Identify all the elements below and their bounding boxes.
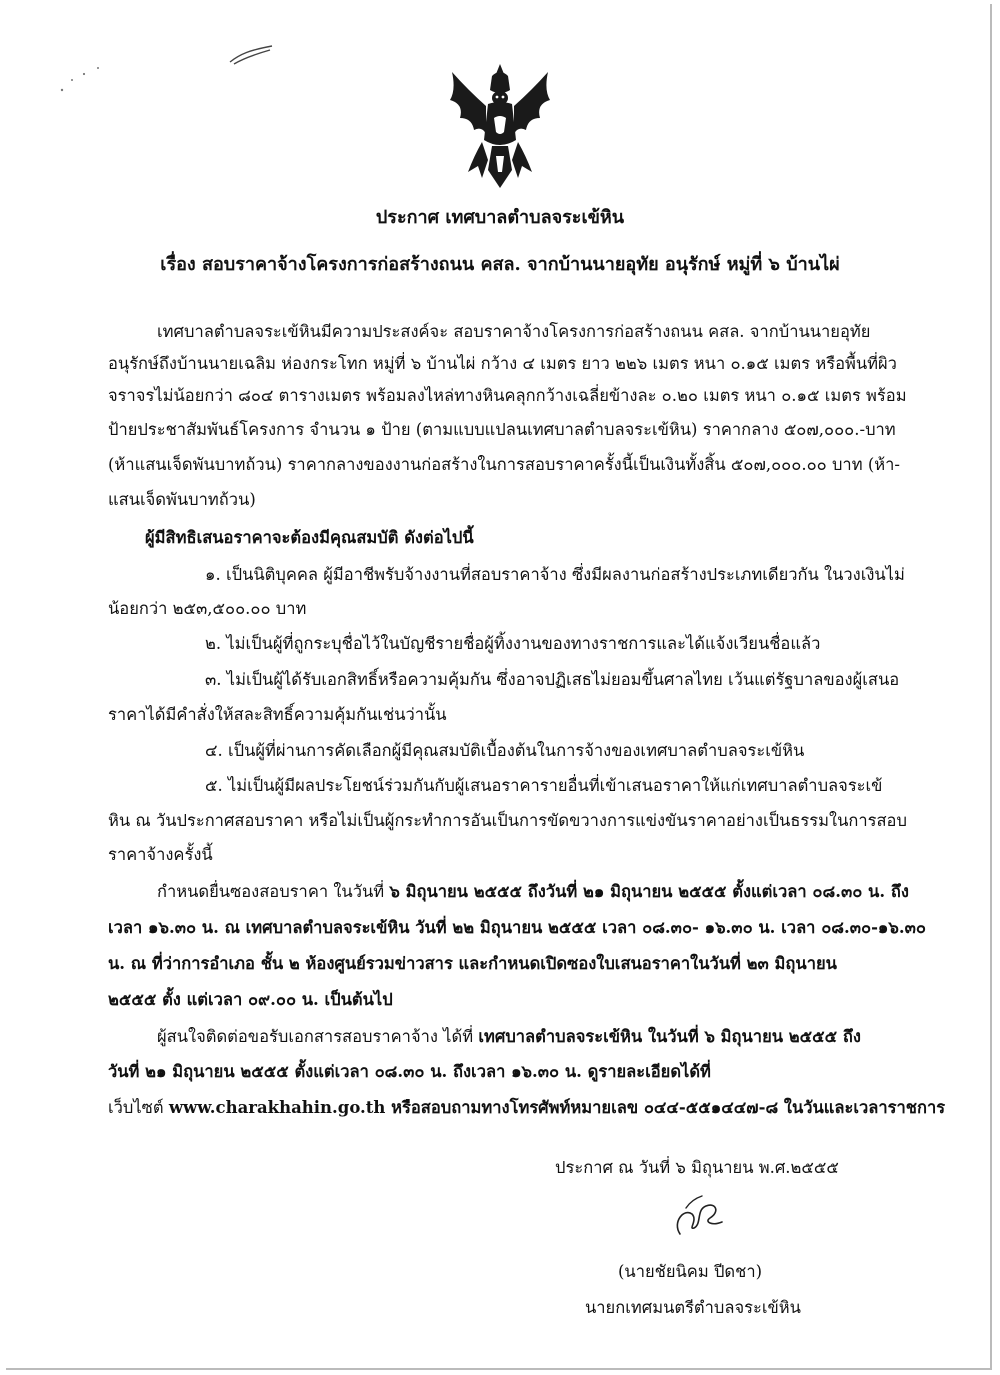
intro-line: จราจรไม่น้อยกว่า ๘๐๔ ตารางเมตร พร้อมลงไหล่ทางหินคลุกกว้างเฉลี่ยข้างละ ๐.๒๐ เมตร หนา ๐.๑๕ เมตร พร้อม <box>108 386 907 405</box>
intro-line: ป้ายประชาสัมพันธ์โครงการ จำนวน ๑ ป้าย (ตามแบบแปลนเทศบาลตำบลจระเข้หิน) ราคากลาง ๕๐๗,๐๐๐.-บาท <box>108 420 896 439</box>
announcement-date: ประกาศ ณ วันที่ ๖ มิถุนายน พ.ศ.๒๕๕๕ <box>555 1158 839 1177</box>
qualification-line: ๑. เป็นนิติบุคคล ผู้มีอาชีพรับจ้างงานที่สอบราคาจ้าง ซึ่งมีผลงานก่อสร้างประเภทเดียวกัน ในวงเงินไม่ <box>205 565 905 584</box>
qualifications-heading: ผู้มีสิทธิเสนอราคาจะต้องมีคุณสมบัติ ดังต่อไปนี้ <box>145 528 474 547</box>
qualification-line: ๔. เป็นผู้ที่ผ่านการคัดเลือกผู้มีคุณสมบัติเบื้องต้นในการจ้างของเทศบาลตำบลจระเข้หิน <box>205 741 805 760</box>
schedule-text-bold: ๖ มิถุนายน ๒๕๕๕ ถึงวันที่ ๒๑ มิถุนายน ๒๕๕๕ ตั้งแต่เวลา ๐๘.๓๐ น. ถึง <box>389 882 909 901</box>
contact-text-bold: เทศบาลตำบลจระเข้หิน ในวันที่ ๖ มิถุนายน ๒๕๕๕ ถึง <box>478 1027 861 1046</box>
contact-line <box>157 1027 861 1047</box>
qualification-line: ราคาจ้างครั้งนี้ <box>108 845 213 864</box>
qualification-line: หิน ณ วันประกาศสอบราคา หรือไม่เป็นผู้กระทำการอันเป็นการขัดขวางการแข่งขันราคาอย่างเป็นธรรมในการสอบ <box>108 811 907 830</box>
contact-line <box>108 1098 945 1118</box>
intro-line: อนุรักษ์ถึงบ้านนายเฉลิม ห่องกระโทก หมู่ที่ ๖ บ้านไผ่ กว้าง ๔ เมตร ยาว ๒๒๖ เมตร หนา ๐.๑๕ เมตร หรือพื้นที่ผิว <box>108 354 897 373</box>
contact-text: เว็บไซต์ <box>108 1098 169 1117</box>
scan-speckles <box>58 62 108 98</box>
garuda-emblem <box>438 60 562 192</box>
schedule-text: กำหนดยื่นซองสอบราคา ในวันที่ <box>157 882 390 901</box>
qualification-line: ๕. ไม่เป็นผู้มีผลประโยชน์ร่วมกันกับผู้เสนอราคารายอื่นที่เข้าเสนอราคาให้แก่เทศบาลตำบลจระเข้ <box>205 776 883 795</box>
schedule-line: น. ณ ที่ว่าการอำเภอ ชั้น ๒ ห้องศูนย์รวมข่าวสาร และกำหนดเปิดซองใบเสนอราคาในวันที่ ๒๓ มิถุนายน <box>108 954 837 973</box>
document-title: ประกาศ เทศบาลตำบลจระเข้หิน <box>375 207 625 228</box>
schedule-line <box>157 882 909 902</box>
intro-line: แสนเจ็ดพันบาทถ้วน) <box>108 490 256 509</box>
document-subject: เรื่อง สอบราคาจ้างโครงการก่อสร้างถนน คสล. จากบ้านนายอุทัย อนุรักษ์ หมู่ที่ ๖ บ้านไผ่ <box>160 254 840 275</box>
signatory-title: นายกเทศมนตรีตำบลจระเข้หิน <box>585 1298 801 1317</box>
qualification-line: ราคาได้มีคำสั่งให้สละสิทธิ์ความคุ้มกันเช่นว่านั้น <box>108 705 447 724</box>
intro-line: เทศบาลตำบลจระเข้หินมีความประสงค์จะ สอบราคาจ้างโครงการก่อสร้างถนน คสล. จากบ้านนายอุทัย <box>157 322 871 341</box>
pen-mark <box>228 44 274 66</box>
intro-line: (ห้าแสนเจ็ดพันบาทถ้วน) ราคากลางของงานก่อสร้างในการสอบราคาครั้งนี้เป็นเงินทั้งสิ้น ๕๐๗,๐๐๐.๐๐ บาท (ห้า- <box>108 455 900 474</box>
website-and-phone: www.charakhahin.go.th หรือสอบถามทางโทรศัพท์หมายเลข ๐๔๔-๕๕๑๔๔๗-๘ ในวันและเวลาราชการ <box>168 1098 946 1117</box>
qualification-line: ๒. ไม่เป็นผู้ที่ถูกระบุชื่อไว้ในบัญชีรายชื่อผู้ทิ้งงานของทางราชการและได้แจ้งเวียนชื่อแล้ว <box>205 634 821 653</box>
qualification-line: น้อยกว่า ๒๕๓,๕๐๐.๐๐ บาท <box>108 599 307 618</box>
handwritten-signature <box>666 1188 726 1240</box>
qualification-line: ๓. ไม่เป็นผู้ได้รับเอกสิทธิ์หรือความคุ้มกัน ซึ่งอาจปฏิเสธไม่ยอมขึ้นศาลไทย เว้นแต่รัฐบาลของผู้เสนอ <box>205 670 900 689</box>
signatory-name: (นายชัยนิคม ปีดชา) <box>618 1262 763 1281</box>
schedule-line: ๒๕๕๕ ตั้ง แต่เวลา ๐๙.๐๐ น. เป็นต้นไป <box>108 990 393 1009</box>
contact-text: ผู้สนใจติดต่อขอรับเอกสารสอบราคาจ้าง ได้ที่ <box>157 1027 479 1046</box>
schedule-line: เวลา ๑๖.๓๐ น. ณ เทศบาลตำบลจระเข้หิน วันที่ ๒๒ มิถุนายน ๒๕๕๕ เวลา ๐๘.๓๐- ๑๖.๓๐ น. เวลา ๐๘.๓๐-๑๖.๓๐ <box>108 918 926 937</box>
contact-line: วันที่ ๒๑ มิถุนายน ๒๕๕๕ ตั้งแต่เวลา ๐๘.๓๐ น. ถึงเวลา ๑๖.๓๐ น. ดูรายละเอียดได้ที่ <box>108 1062 711 1081</box>
